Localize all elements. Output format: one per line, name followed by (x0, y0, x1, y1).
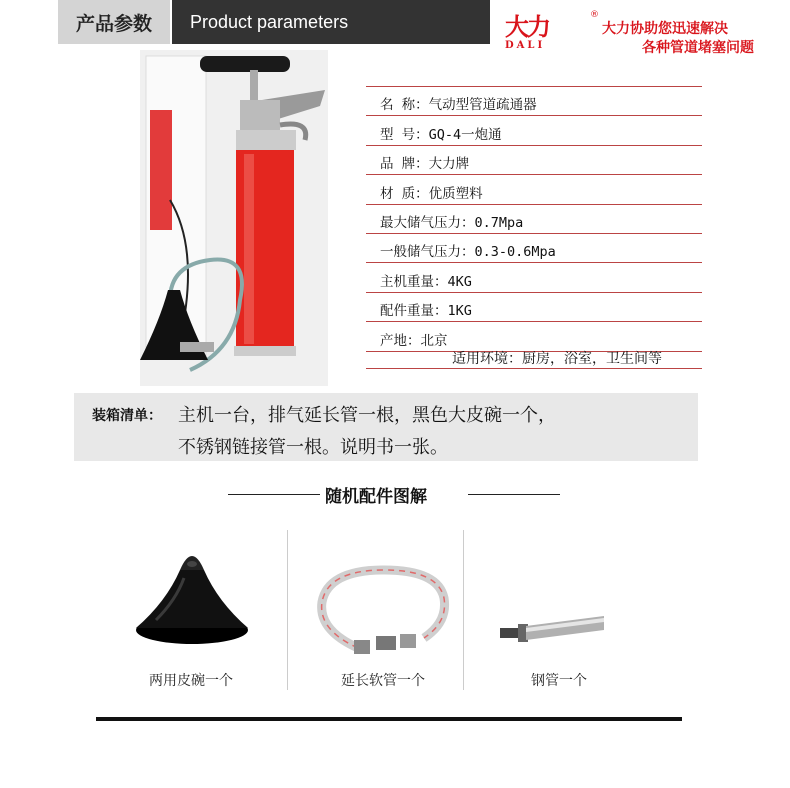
accessory-label: 钢管一个 (531, 673, 587, 689)
spec-environment: 适用环境：厨房，浴室，卫生间等 (452, 351, 662, 367)
accessory-rubber-cup (96, 530, 286, 690)
header-title-en: Product parameters (172, 0, 490, 44)
accessory-hose (288, 530, 478, 690)
product-photo (140, 50, 328, 386)
packing-line-1: 主机一台，排气延长管一根，黑色大皮碗一个， (178, 405, 556, 426)
bottom-rule (96, 717, 682, 721)
spec-row (366, 263, 702, 292)
spec-row (366, 86, 702, 116)
accessory-steel-pipe (464, 530, 654, 690)
rubber-cup-icon (96, 530, 286, 660)
registered-mark: ® (590, 10, 599, 20)
accessory-label: 两用皮碗一个 (149, 673, 233, 689)
slogan-line-1: 大力协助您迅速解决 (602, 21, 728, 37)
spec-name: 名 称：气动型管道疏通器 (380, 97, 537, 114)
spec-divider (366, 368, 702, 369)
spec-row (366, 116, 702, 145)
spec-row (366, 175, 702, 204)
packing-list (74, 393, 698, 461)
spec-row (366, 146, 702, 175)
spec-row (366, 205, 702, 234)
spec-list (366, 86, 702, 352)
spec-material: 材 质：优质塑料 (380, 185, 483, 202)
accessory-label: 延长软管一个 (341, 673, 425, 689)
packing-line-2: 不锈钢链接管一根。说明书一张。 (178, 437, 448, 458)
steel-pipe-icon (464, 530, 654, 660)
spec-row (366, 234, 702, 263)
section-header (0, 482, 790, 506)
spec-max-pressure: 最大储气压力：0.7Mpa (380, 214, 524, 231)
section-line-left (228, 494, 320, 495)
spec-row (366, 293, 702, 322)
header-title-cn: 产品参数 (58, 0, 170, 44)
slogan-line-2: 各种管道堵塞问题 (642, 40, 754, 56)
pipe-cleaner-illustration (140, 50, 328, 386)
spec-brand: 品 牌：大力牌 (380, 156, 470, 173)
logo-en: DALI (505, 40, 546, 51)
spec-origin: 产地：北京 (380, 332, 448, 349)
section-line-right (468, 494, 560, 495)
packing-label: 装箱清单： (92, 408, 162, 424)
brand-logo (505, 14, 595, 62)
spec-main-weight: 主机重量：4KG (380, 273, 472, 290)
logo-cn: 大力 (505, 13, 549, 41)
spec-normal-pressure: 一般储气压力：0.3-0.6Mpa (380, 244, 556, 261)
spec-model: 型 号：GQ-4一炮通 (380, 126, 502, 143)
brand-slogan (602, 20, 754, 58)
spec-accessory-weight: 配件重量：1KG (380, 303, 472, 320)
hose-icon (288, 530, 478, 660)
section-title: 随机配件图解 (325, 487, 427, 507)
